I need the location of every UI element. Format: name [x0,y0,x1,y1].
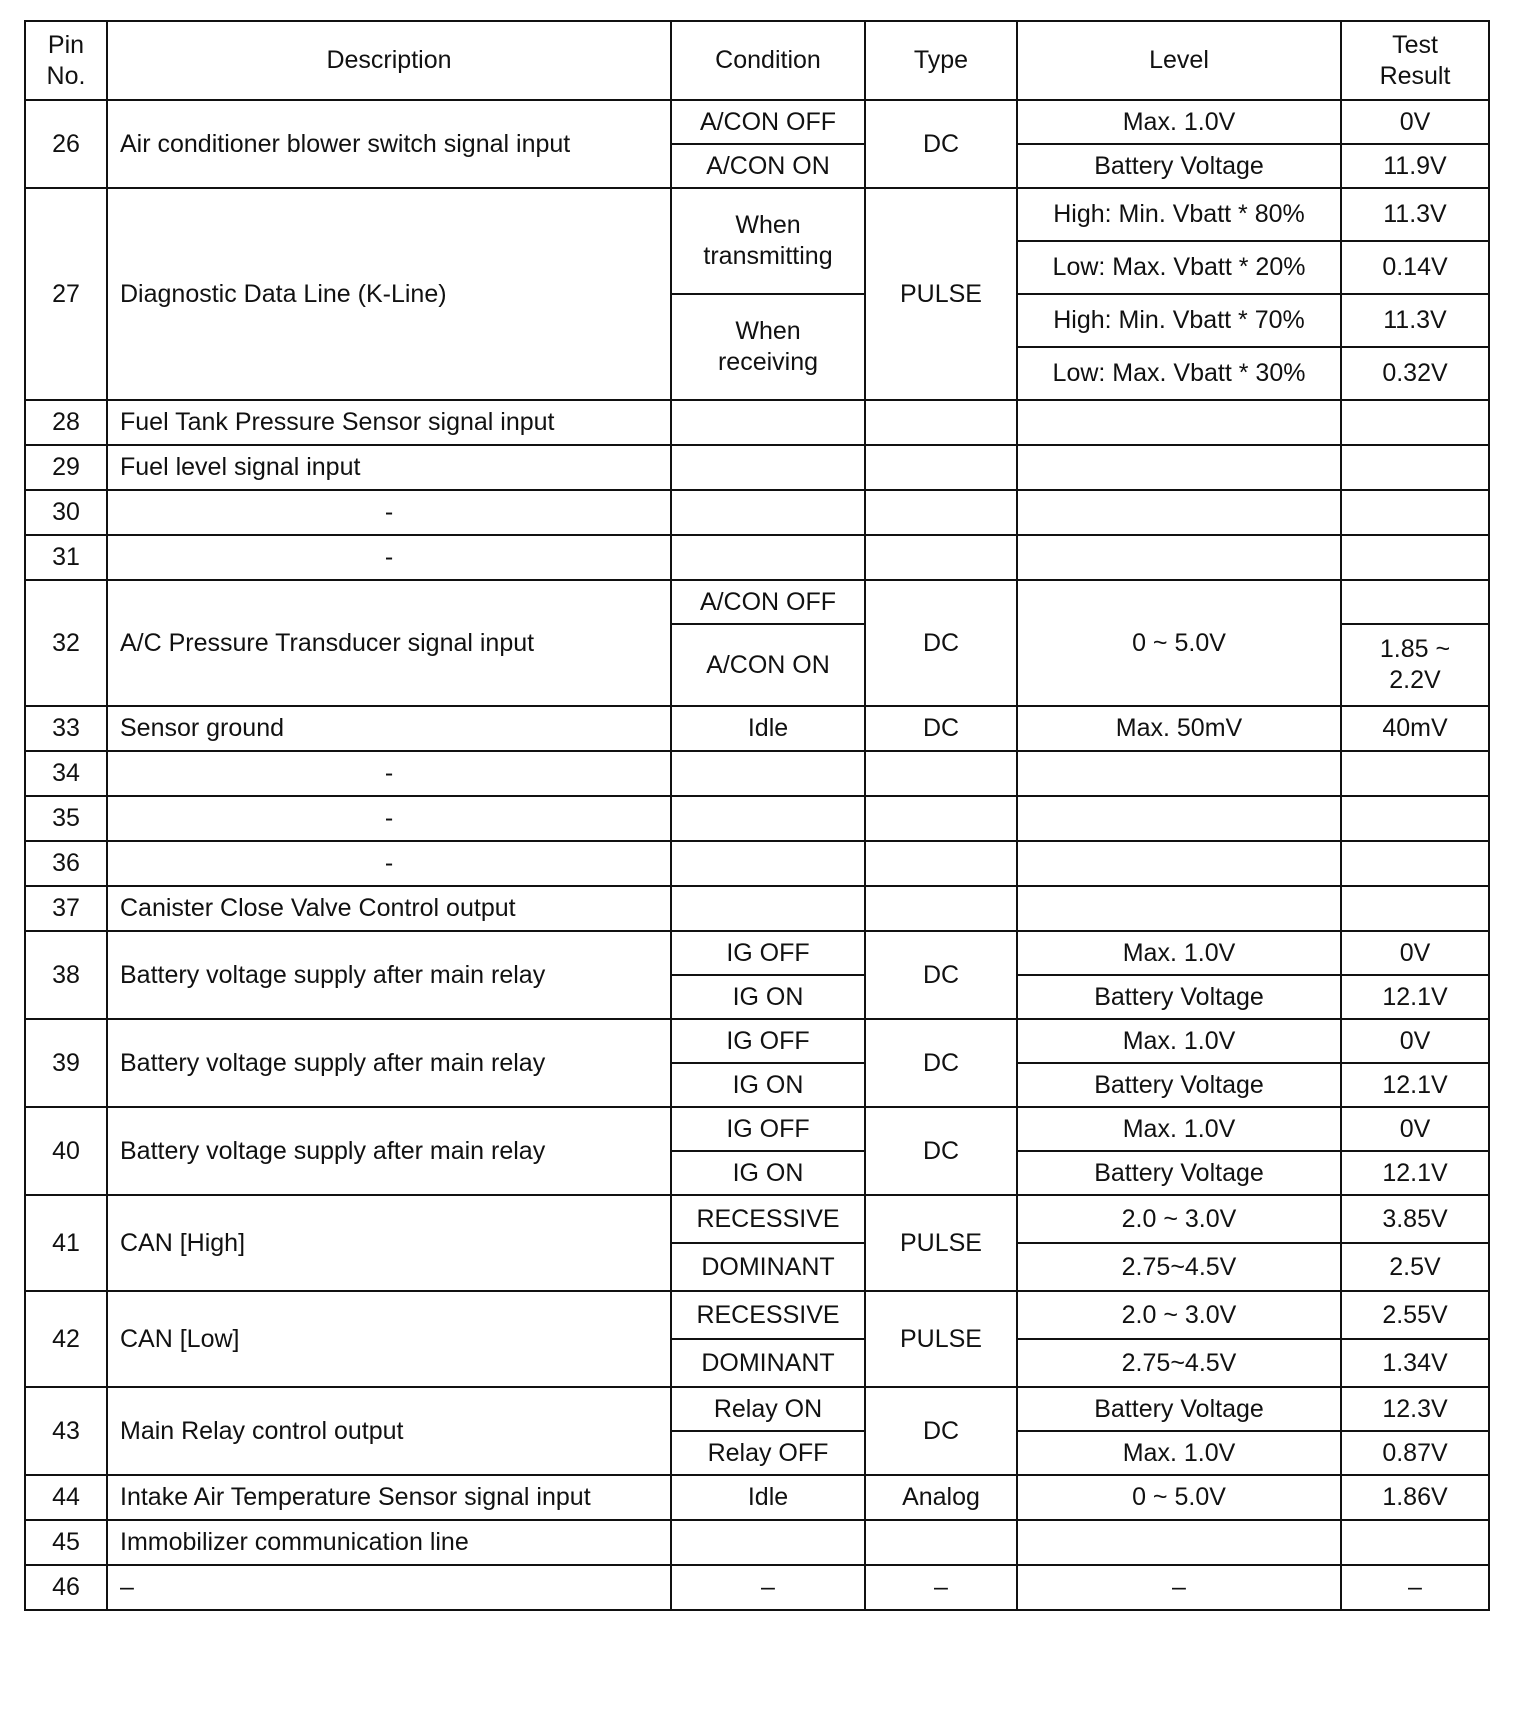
condition [671,445,865,490]
signal-type: DC [865,1107,1017,1195]
condition: IG ON [671,1063,865,1107]
pin-number: 44 [25,1475,107,1520]
test-result: 3.85V [1341,1195,1489,1243]
pin-number: 40 [25,1107,107,1195]
signal-type [865,535,1017,580]
description: Battery voltage supply after main relay [107,1019,671,1107]
condition [671,841,865,886]
table-row [25,535,1489,580]
level [1017,445,1341,490]
condition: A/CON ON [671,144,865,188]
description: Intake Air Temperature Sensor signal input [107,1475,671,1520]
pin-number: 43 [25,1387,107,1475]
condition: IG OFF [671,1019,865,1063]
condition: A/CON ON [671,624,865,706]
description: - [107,796,671,841]
table-row [25,1565,1489,1610]
condition [671,796,865,841]
pin-number: 45 [25,1520,107,1565]
test-result: – [1341,1565,1489,1610]
signal-type [865,490,1017,535]
test-result: 2.5V [1341,1243,1489,1291]
level [1017,841,1341,886]
pin-number: 28 [25,400,107,445]
level: – [1017,1565,1341,1610]
header-level: Level [1017,21,1341,100]
signal-type: DC [865,931,1017,1019]
pin-number: 46 [25,1565,107,1610]
header-row [25,21,1489,100]
description: A/C Pressure Transducer signal input [107,580,671,706]
test-result: 40mV [1341,706,1489,751]
signal-type: DC [865,1019,1017,1107]
table-row [25,886,1489,931]
signal-type [865,445,1017,490]
header-condition: Condition [671,21,865,100]
level: 2.75~4.5V [1017,1243,1341,1291]
table-row [25,931,1489,975]
test-result: 12.1V [1341,1151,1489,1195]
header-type: Type [865,21,1017,100]
condition: DOMINANT [671,1339,865,1387]
table-row [25,1291,1489,1339]
test-result [1341,400,1489,445]
table-row [25,188,1489,241]
description: Fuel level signal input [107,445,671,490]
level: Battery Voltage [1017,1063,1341,1107]
condition [671,751,865,796]
level: High: Min. Vbatt * 80% [1017,188,1341,241]
signal-type: DC [865,706,1017,751]
condition: Idle [671,706,865,751]
signal-type [865,886,1017,931]
test-result [1341,445,1489,490]
signal-type [865,1520,1017,1565]
test-result: 12.1V [1341,1063,1489,1107]
pin-table [24,20,1490,1611]
pin-number: 42 [25,1291,107,1387]
pin-number: 39 [25,1019,107,1107]
level: Low: Max. Vbatt * 20% [1017,241,1341,294]
description: Immobilizer communication line [107,1520,671,1565]
description: Canister Close Valve Control output [107,886,671,931]
condition: A/CON OFF [671,580,865,624]
pin-number: 36 [25,841,107,886]
test-result: 1.85 ~ 2.2V [1341,624,1489,706]
level [1017,490,1341,535]
table-row [25,490,1489,535]
pin-number: 38 [25,931,107,1019]
condition [671,886,865,931]
table-row [25,580,1489,624]
table-row [25,706,1489,751]
pin-number: 31 [25,535,107,580]
test-result: 0V [1341,100,1489,144]
test-result: 0V [1341,931,1489,975]
level: Max. 1.0V [1017,931,1341,975]
test-result [1341,886,1489,931]
level: Battery Voltage [1017,1151,1341,1195]
test-result: 11.3V [1341,188,1489,241]
level: Max. 1.0V [1017,100,1341,144]
level: 2.0 ~ 3.0V [1017,1291,1341,1339]
test-result [1341,1520,1489,1565]
condition: A/CON OFF [671,100,865,144]
table-row [25,400,1489,445]
pin-number: 27 [25,188,107,400]
description: - [107,751,671,796]
pin-number: 35 [25,796,107,841]
description: Battery voltage supply after main relay [107,931,671,1019]
test-result [1341,580,1489,624]
condition [671,1520,865,1565]
description: Fuel Tank Pressure Sensor signal input [107,400,671,445]
level: 0 ~ 5.0V [1017,1475,1341,1520]
test-result: 1.34V [1341,1339,1489,1387]
condition: Idle [671,1475,865,1520]
level: Max. 1.0V [1017,1431,1341,1475]
signal-type [865,796,1017,841]
condition [671,490,865,535]
description: Sensor ground [107,706,671,751]
table-row [25,1195,1489,1243]
signal-type [865,400,1017,445]
condition: IG ON [671,975,865,1019]
condition: When transmitting [671,188,865,294]
condition: Relay ON [671,1387,865,1431]
level: Max. 50mV [1017,706,1341,751]
pin-number: 32 [25,580,107,706]
condition: – [671,1565,865,1610]
test-result [1341,751,1489,796]
description: - [107,841,671,886]
pin-number: 30 [25,490,107,535]
signal-type: PULSE [865,1195,1017,1291]
test-result: 0V [1341,1107,1489,1151]
level: 2.75~4.5V [1017,1339,1341,1387]
table-row [25,445,1489,490]
table-row [25,1019,1489,1063]
signal-type [865,841,1017,886]
description: – [107,1565,671,1610]
description: Main Relay control output [107,1387,671,1475]
condition: DOMINANT [671,1243,865,1291]
signal-type: DC [865,1387,1017,1475]
level: Max. 1.0V [1017,1107,1341,1151]
test-result: 2.55V [1341,1291,1489,1339]
level [1017,751,1341,796]
signal-type [865,751,1017,796]
table-row [25,1475,1489,1520]
condition [671,400,865,445]
level [1017,886,1341,931]
description: Battery voltage supply after main relay [107,1107,671,1195]
level: 2.0 ~ 3.0V [1017,1195,1341,1243]
test-result [1341,490,1489,535]
condition: When receiving [671,294,865,400]
description: - [107,535,671,580]
description: - [107,490,671,535]
level: Battery Voltage [1017,144,1341,188]
pin-number: 29 [25,445,107,490]
level: 0 ~ 5.0V [1017,580,1341,706]
pin-number: 26 [25,100,107,188]
description: CAN [Low] [107,1291,671,1387]
level [1017,535,1341,580]
level: Low: Max. Vbatt * 30% [1017,347,1341,400]
level: Battery Voltage [1017,975,1341,1019]
condition: IG OFF [671,1107,865,1151]
pin-table-sheet [24,20,1490,1611]
test-result [1341,535,1489,580]
test-result: 0.87V [1341,1431,1489,1475]
test-result: 11.9V [1341,144,1489,188]
description: Diagnostic Data Line (K-Line) [107,188,671,400]
level: Max. 1.0V [1017,1019,1341,1063]
test-result: 1.86V [1341,1475,1489,1520]
condition [671,535,865,580]
table-row [25,796,1489,841]
table-row [25,841,1489,886]
test-result: 0V [1341,1019,1489,1063]
pin-number: 34 [25,751,107,796]
pin-number: 33 [25,706,107,751]
table-row [25,1520,1489,1565]
condition: IG ON [671,1151,865,1195]
header-description: Description [107,21,671,100]
signal-type: DC [865,580,1017,706]
table-row [25,100,1489,144]
test-result [1341,841,1489,886]
description: CAN [High] [107,1195,671,1291]
test-result [1341,796,1489,841]
test-result: 11.3V [1341,294,1489,347]
header-pin: Pin No. [25,21,107,100]
pin-number: 37 [25,886,107,931]
signal-type: PULSE [865,188,1017,400]
header-result: Test Result [1341,21,1489,100]
table-row [25,1387,1489,1431]
test-result: 0.14V [1341,241,1489,294]
test-result: 12.3V [1341,1387,1489,1431]
level [1017,400,1341,445]
test-result: 0.32V [1341,347,1489,400]
signal-type: Analog [865,1475,1017,1520]
condition: RECESSIVE [671,1291,865,1339]
level: High: Min. Vbatt * 70% [1017,294,1341,347]
table-row [25,1107,1489,1151]
table-row [25,751,1489,796]
signal-type: – [865,1565,1017,1610]
pin-number: 41 [25,1195,107,1291]
description: Air conditioner blower switch signal input [107,100,671,188]
level: Battery Voltage [1017,1387,1341,1431]
test-result: 12.1V [1341,975,1489,1019]
condition: Relay OFF [671,1431,865,1475]
condition: IG OFF [671,931,865,975]
level [1017,1520,1341,1565]
condition: RECESSIVE [671,1195,865,1243]
signal-type: PULSE [865,1291,1017,1387]
level [1017,796,1341,841]
signal-type: DC [865,100,1017,188]
